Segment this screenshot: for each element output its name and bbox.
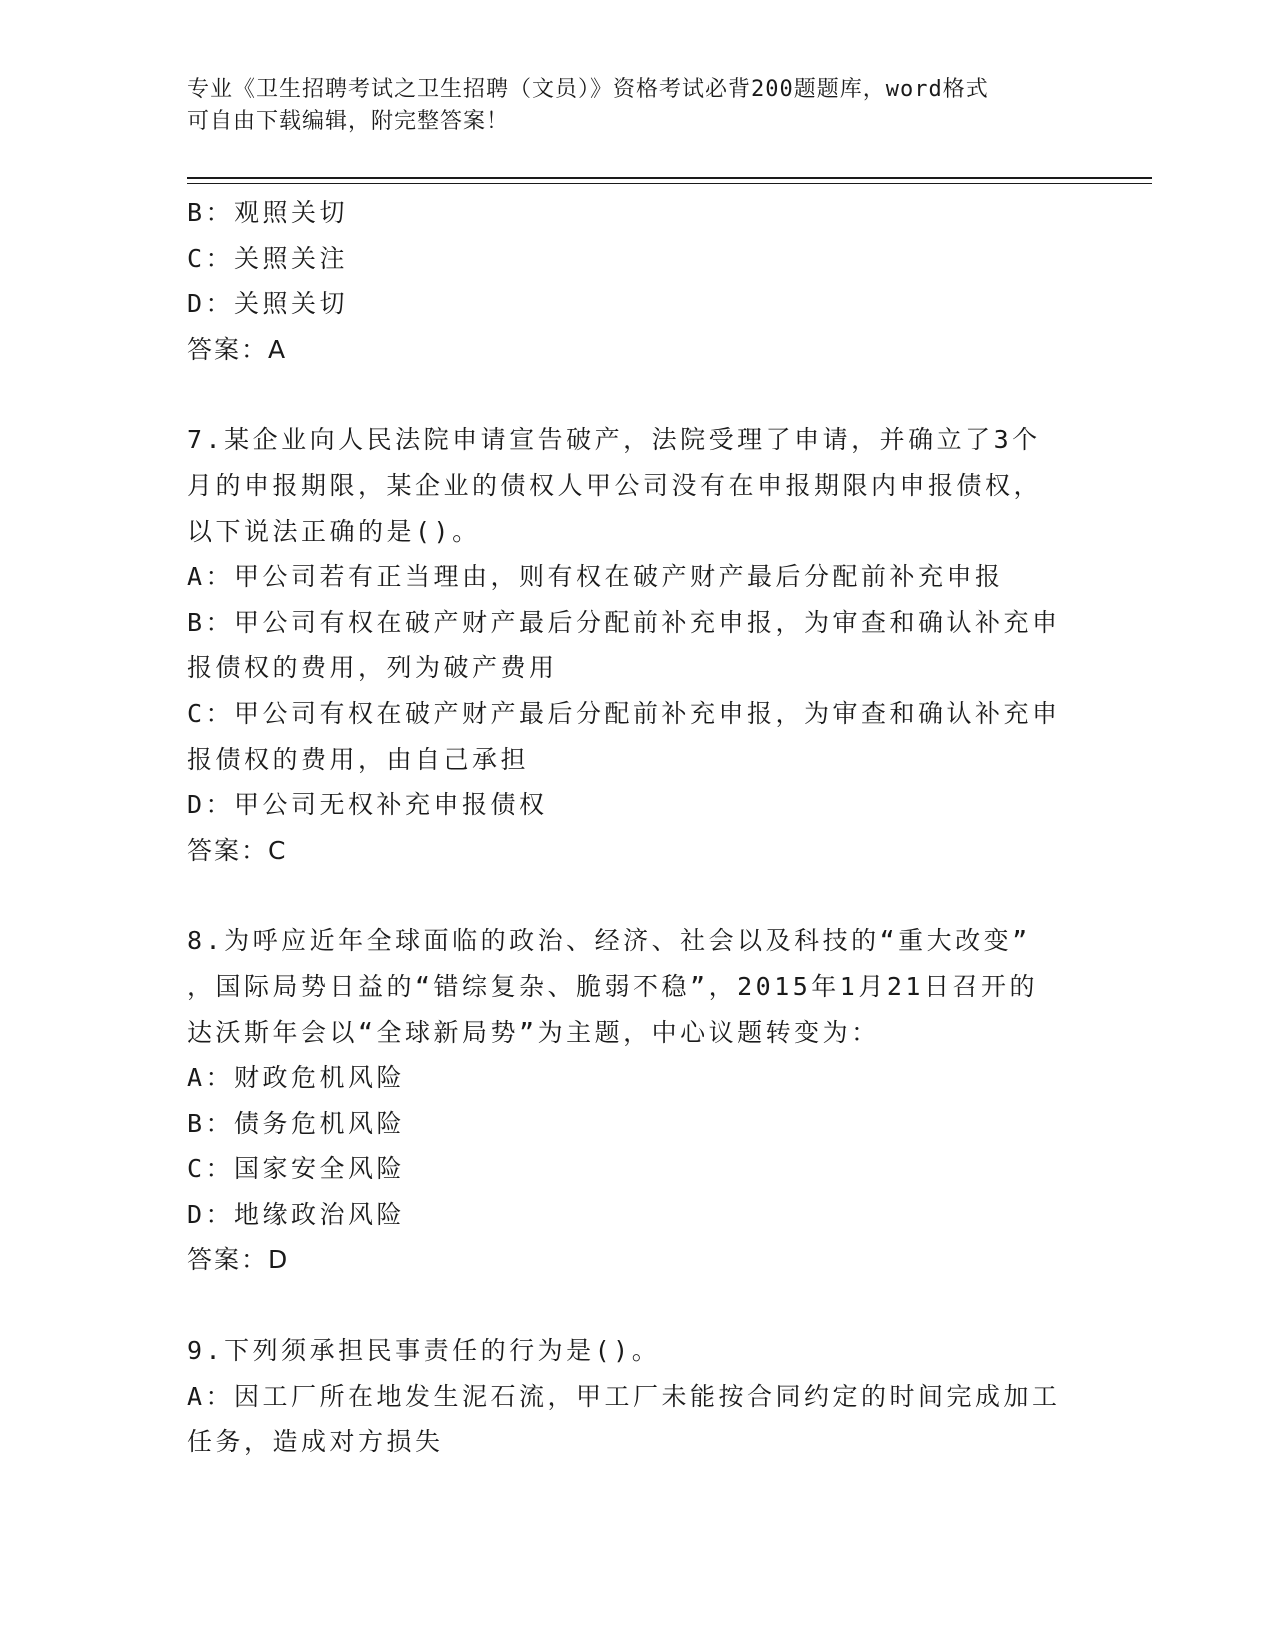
question-stem: ，国际局势日益的“错综复杂、脆弱不稳”，2015年1月21日召开的 bbox=[187, 971, 1038, 1001]
option-c: C：关照关注 bbox=[187, 243, 349, 273]
question-6-continued bbox=[187, 190, 1087, 372]
option-a: A：甲公司若有正当理由，则有权在破产财产最后分配前补充申报 bbox=[187, 562, 1004, 592]
option-d: D：甲公司无权补充申报债权 bbox=[187, 790, 548, 820]
option-b: B：甲公司有权在破产财产最后分配前补充申报，为审查和确认补充申 bbox=[187, 607, 1061, 637]
question-stem: 9.下列须承担民事责任的行为是()。 bbox=[187, 1336, 661, 1366]
question-stem: 7.某企业向人民法院申请宣告破产，法院受理了申请，并确立了3个 bbox=[187, 425, 1041, 455]
header-rule-thick bbox=[187, 177, 1152, 179]
question-stem: 月的申报期限，某企业的债权人甲公司没有在申报期限内申报债权， bbox=[187, 470, 1043, 500]
header-title-line-1: 专业《卫生招聘考试之卫生招聘（文员）》资格考试必背200题题库，word格式 bbox=[187, 77, 989, 102]
option-c: C：甲公司有权在破产财产最后分配前补充申报，为审查和确认补充申 bbox=[187, 698, 1061, 728]
question-9 bbox=[187, 1328, 1087, 1465]
document-header bbox=[187, 74, 1087, 138]
option-b: B：观照关切 bbox=[187, 198, 349, 227]
option-c: 报债权的费用，由自己承担 bbox=[187, 744, 530, 774]
option-b: B：债务危机风险 bbox=[187, 1108, 406, 1138]
question-7 bbox=[187, 417, 1087, 873]
header-rule-thin bbox=[187, 183, 1152, 184]
question-8 bbox=[187, 918, 1087, 1283]
answer-line: 答案：A bbox=[187, 334, 288, 364]
question-stem: 达沃斯年会以“全球新局势”为主题，中心议题转变为： bbox=[187, 1017, 880, 1047]
question-stem: 以下说法正确的是()。 bbox=[187, 516, 481, 546]
answer-line: 答案：D bbox=[187, 1245, 290, 1275]
document-body bbox=[187, 190, 1087, 1465]
option-a: A：财政危机风险 bbox=[187, 1063, 406, 1093]
question-stem: 8.为呼应近年全球面临的政治、经济、社会以及科技的“重大改变” bbox=[187, 926, 1031, 956]
option-d: D：地缘政治风险 bbox=[187, 1199, 406, 1229]
option-b: 报债权的费用，列为破产费用 bbox=[187, 653, 558, 683]
header-title-line-2: 可自由下载编辑，附完整答案！ bbox=[187, 109, 510, 134]
option-a: A：因工厂所在地发生泥石流，甲工厂未能按合同约定的时间完成加工 bbox=[187, 1381, 1061, 1411]
option-d: D：关照关切 bbox=[187, 289, 349, 319]
answer-line: 答案：C bbox=[187, 835, 288, 865]
option-a: 任务，造成对方损失 bbox=[187, 1427, 444, 1457]
option-c: C：国家安全风险 bbox=[187, 1154, 406, 1184]
